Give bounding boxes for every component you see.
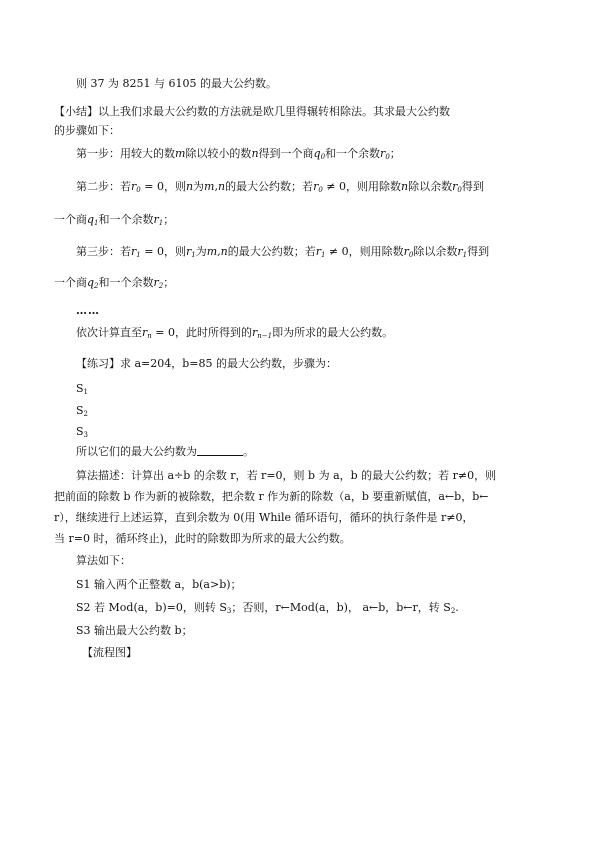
algorithm-desc-4: 当 r=0 时，循环终止)，此时的除数即为所求的最大公约数。	[54, 532, 351, 545]
algorithm-step-s2: S2 若 Mod(a，b)=0，则转 $S_3$；否则，r←Mod(a，b)， a←b，b←r，转 $S_2$.	[76, 601, 459, 615]
step-2-line-2: 一个商$q_1$和一个余数$r_1$；	[54, 213, 175, 227]
algorithm-step-s3: S3 输出最大公约数 b；	[76, 624, 193, 637]
step-3-line-1: 第三步：若$r_1 = 0$，则$r_1$为m,n的最大公约数；若$r_1 \ne 0$，则用除数$r_0$除以余数$r_1$得到	[76, 245, 490, 259]
practice-s3: $S_3$	[76, 425, 89, 439]
practice-s1: $S_1$	[76, 382, 89, 396]
algorithm-desc-3: r），继续进行上述运算，直到余数为 0(用 While 循环语句，循环的执行条件是 r≠0，	[54, 511, 474, 524]
practice-prompt: 【练习】求 a=204，b=85 的最大公约数，步骤为：	[76, 357, 338, 370]
step-3-line-2: 一个商$q_2$和一个余数$r_2$；	[54, 276, 175, 290]
summary-line-2: 的步骤如下：	[54, 124, 120, 137]
algorithm-desc-1: 算法描述：计算出 a÷b 的余数 r，若 r=0，则 b 为 a，b 的最大公约数；若 r≠0，则	[76, 469, 497, 482]
summary-line-1: 【小结】以上我们求最大公约数的方法就是欧几里得辗转相除法。其求最大公约数	[54, 105, 450, 118]
ellipsis: ……	[76, 304, 100, 317]
step-1: 第一步：用较大的数m除以较小的数n得到一个商$q_0$和一个余数$r_0$；	[76, 147, 401, 161]
answer-blank	[197, 445, 243, 456]
final-step: 依次计算直至$r_n = 0$，此时所得到的$r_{n-1}$即为所求的最大公约数。	[76, 326, 394, 340]
practice-s2: $S_2$	[76, 404, 89, 418]
algorithm-step-s1: S1 输入两个正整数 a，b(a>b)；	[76, 578, 242, 591]
step-2-line-1: 第二步：若$r_0 = 0$，则n为m,n的最大公约数；若$r_0 \ne 0$，则用除数n除以余数$r_0$得到	[76, 180, 484, 194]
flowchart-heading: 【流程图】	[82, 646, 137, 659]
algorithm-heading: 算法如下：	[76, 554, 131, 567]
algorithm-desc-2: 把前面的除数 b 作为新的被除数，把余数 r 作为新的除数（a，b 要重新赋值，a←b，b←	[54, 490, 489, 503]
answer-line: 所以它们的最大公约数为 。	[76, 445, 254, 458]
conclusion-line: 则 37 为 8251 与 6105 的最大公约数。	[76, 77, 277, 90]
